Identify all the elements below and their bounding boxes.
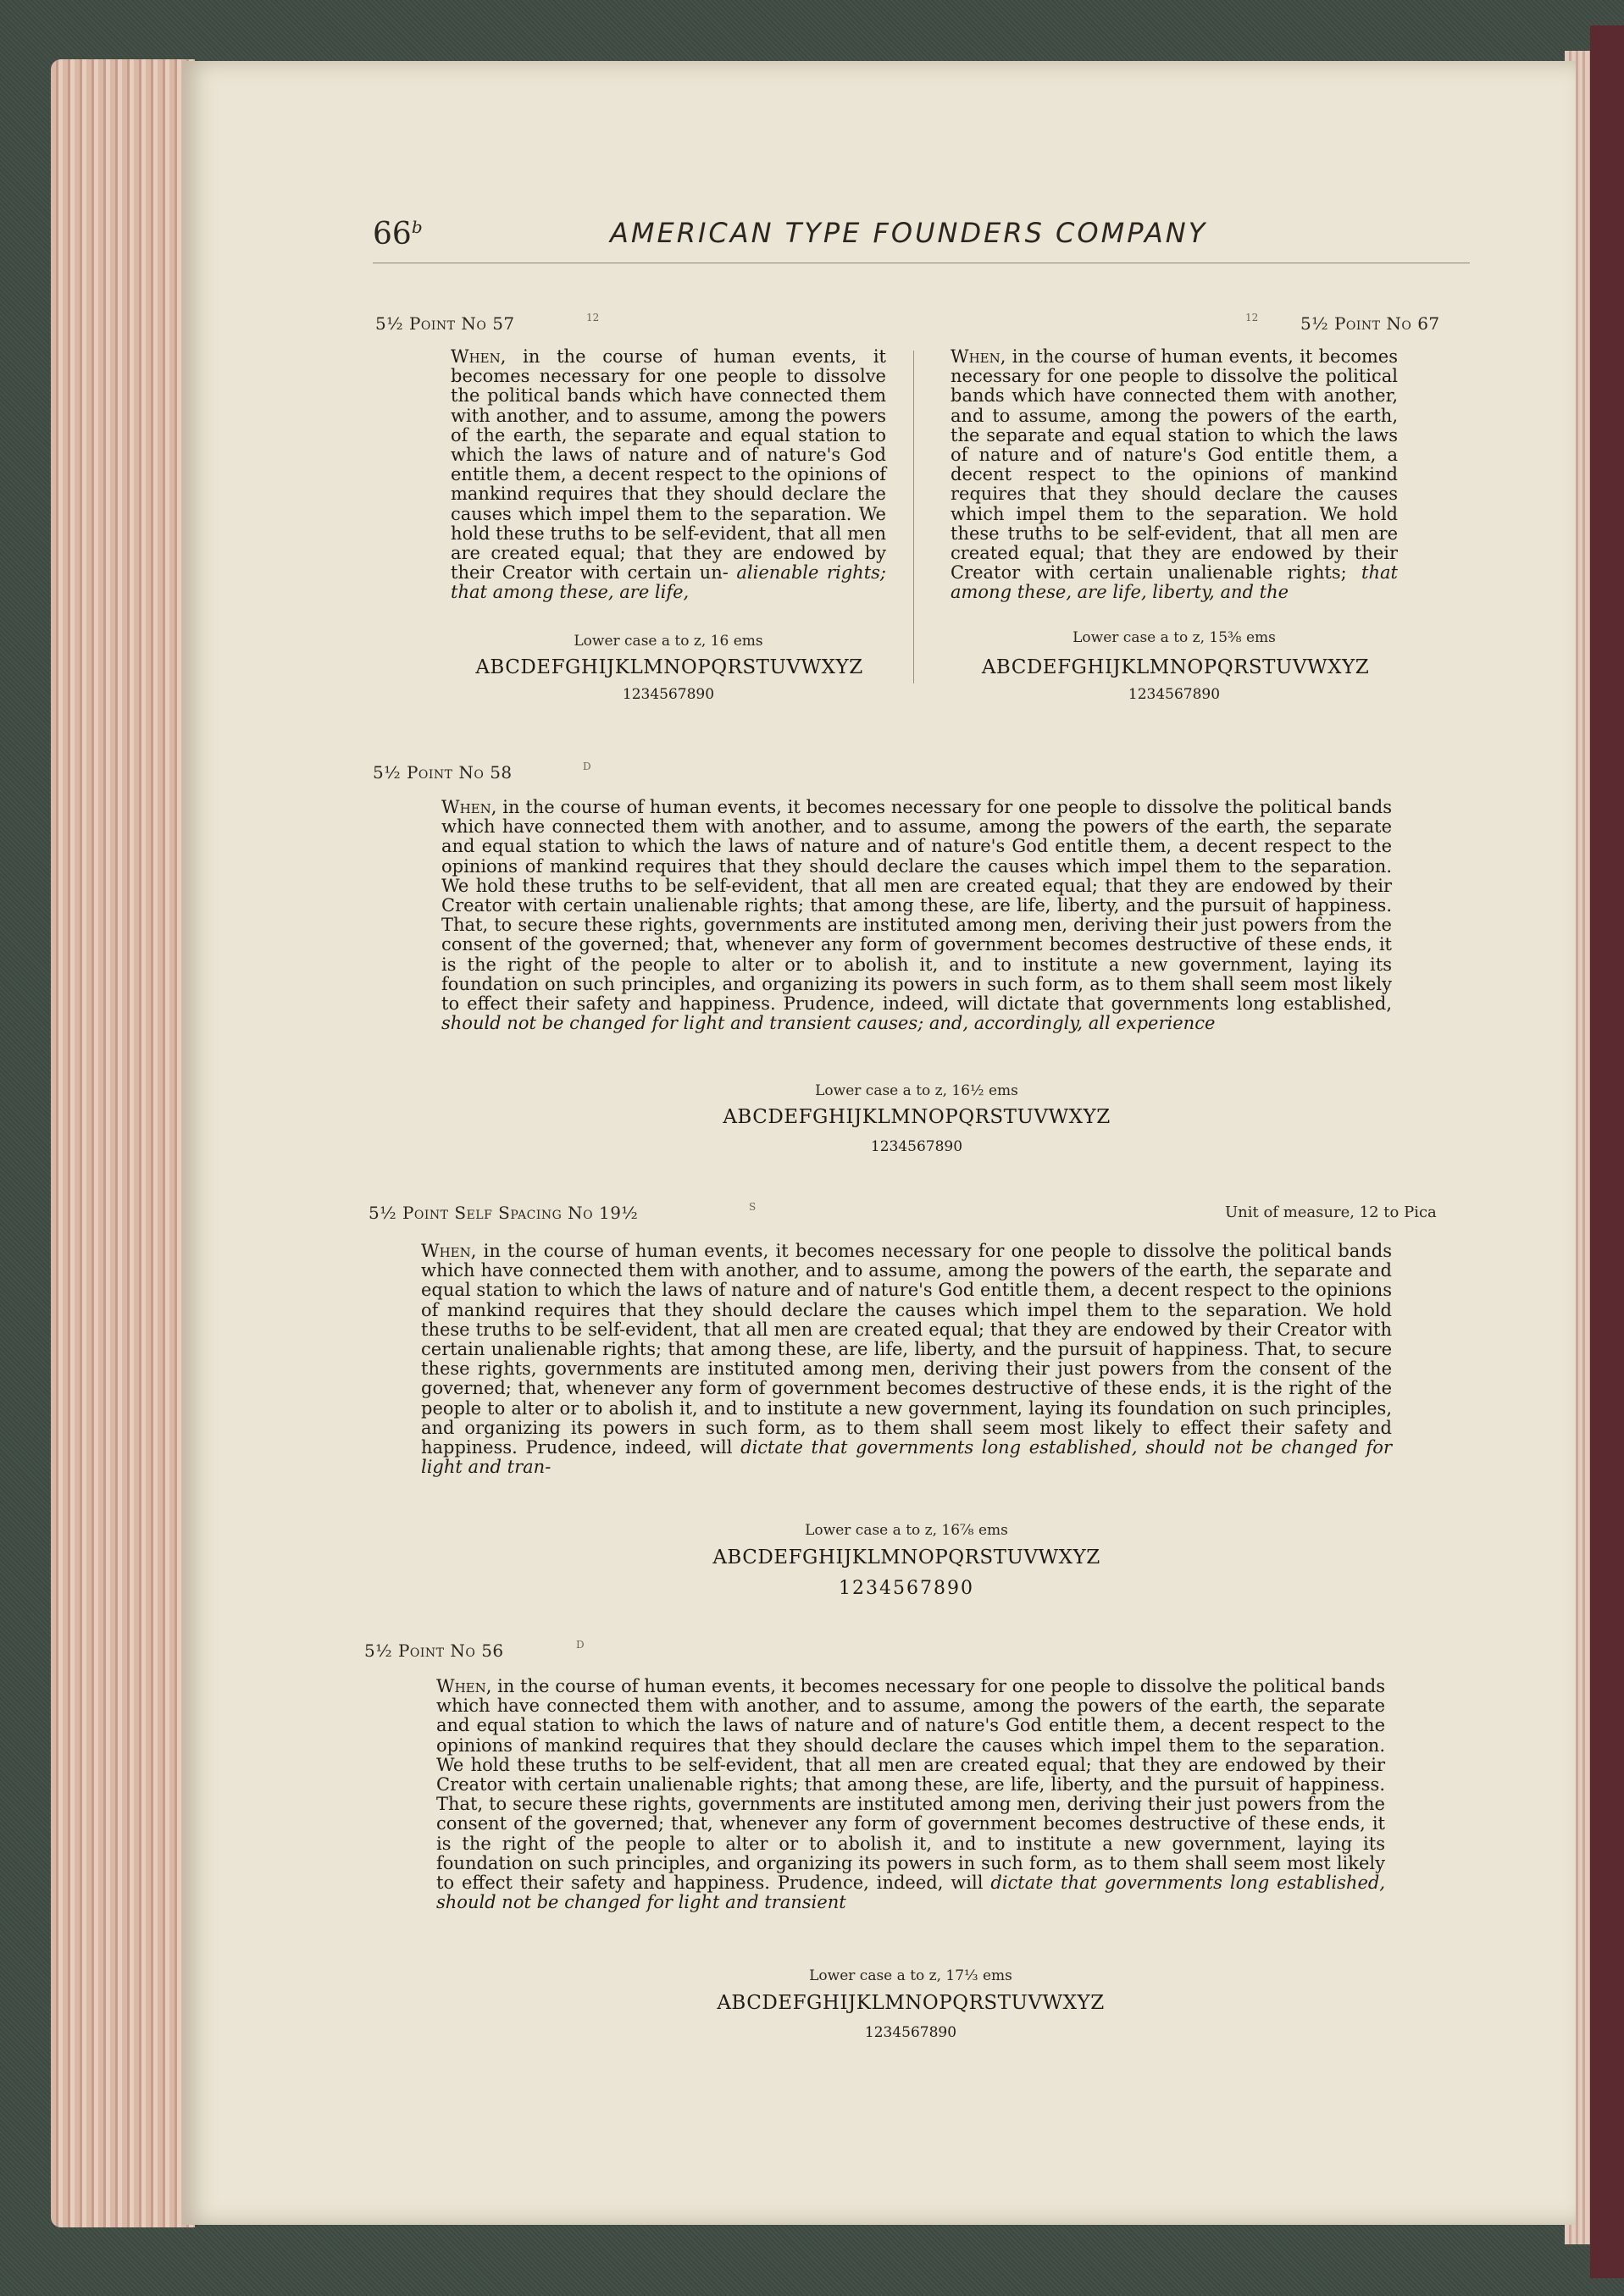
specimen-57-lowercase: Lower case a to z, 16 ems [574, 633, 763, 650]
specimen-57-label: 5½ Point No 57 [375, 313, 515, 334]
specimen-58-mark: D [583, 761, 591, 772]
page-header-title: AMERICAN TYPE FOUNDERS COMPANY [610, 217, 1208, 249]
specimen-67-mark: 12 [1245, 312, 1259, 324]
specimen-57-figures: 1234567890 [622, 686, 715, 703]
specimen-56-lowercase: Lower case a to z, 17⅓ ems [809, 1967, 1012, 1984]
book-spine [1590, 25, 1624, 2278]
specimen-58-figures: 1234567890 [870, 1138, 963, 1155]
specimen-19-alphabet: ABCDEFGHIJKLMNOPQRSTUVWXYZ [712, 1546, 1100, 1568]
specimen-67-label: 5½ Point No 67 [1300, 313, 1440, 334]
specimen-67-figures: 1234567890 [1128, 686, 1221, 703]
running-head [373, 217, 1474, 268]
specimen-67-alphabet: ABCDEFGHIJKLMNOPQRSTUVWXYZ [981, 656, 1370, 678]
specimen-56-figures: 1234567890 [864, 2024, 957, 2041]
specimen-19-label: 5½ Point Self Spacing No 19½ [369, 1203, 639, 1223]
specimen-57-text: When, in the course of human events, it becomes necessary for one people to dissolve the political bands which have connected them with another, and to assume, among the powers of the earth, the separate and equal station to which the laws of nature and of nature's God entitle them, a decent respect to the opinions of mankind requires that they should declare the causes which impel them to the separation. We hold these truths to be self-evident, that all men are created equal; that they are endowed by their Creator with certain un- alienable rights; that among these, are life, [451, 346, 886, 603]
specimen-56-text: When, in the course of human events, it becomes necessary for one people to dissolve the political bands which have connected them with another, and to assume, among the powers of the earth, the separate and equal station to which the laws of nature and of nature's God entitle them, a decent respect to the opinions of mankind requires that they should declare the causes which impel them to the separation. We hold these truths to be self-evident, that all men are created equal; that they are endowed by their Creator with certain unalienable rights; that among these, are life, liberty, and the pursuit of happiness. That, to secure these rights, governments are instituted among men, deriving their just powers from the consent of the governed; that, whenever any form of government becomes destructive of these ends, it is the right of the people to alter or to abolish it, and to institute a new government, laying its foundation on such principles, and organizing its powers in such form, as to them shall seem most likely to effect their safety and happiness. Prudence, indeed, will dictate that governments long established, should not be changed for light and transient [436, 1676, 1385, 1913]
specimen-56-alphabet: ABCDEFGHIJKLMNOPQRSTUVWXYZ [717, 1992, 1105, 2014]
specimen-19-figures: 1234567890 [839, 1578, 974, 1599]
page-number: 66$^b$ [373, 217, 423, 252]
specimen-67-lowercase: Lower case a to z, 15⅜ ems [1073, 629, 1276, 646]
specimen-56-label: 5½ Point No 56 [364, 1640, 504, 1661]
specimen-57-mark: 12 [586, 312, 600, 324]
specimen-57-alphabet: ABCDEFGHIJKLMNOPQRSTUVWXYZ [475, 656, 863, 678]
specimen-19-mark: S [749, 1201, 757, 1213]
unit-of-measure-note: Unit of measure, 12 to Pica [1225, 1203, 1437, 1221]
specimen-19-lowercase: Lower case a to z, 16⅞ ems [805, 1522, 1008, 1539]
column-divider [913, 351, 914, 683]
specimen-56-mark: D [576, 1639, 585, 1651]
specimen-19-text: When, in the course of human events, it becomes necessary for one people to dissolve the political bands which have connected them with another, and to assume, among the powers of the earth, the separate and equal station to which the laws of nature and of nature's God entitle them, a decent respect to the opinions of mankind requires that they should declare the causes which impel them to the separation. We hold these truths to be self-evident, that all men are created equal; that they are endowed by their Creator with certain unalienable rights; that among these, are life, liberty, and the pursuit of happiness. That, to secure these rights, governments are instituted among men, deriving their just powers from the consent of the governed; that, whenever any form of government becomes destructive of these ends, it is the right of the people to alter or to abolish it, and to institute a new government, laying its foundation on such principles, and organizing its powers in such form, as to them shall seem most likely to effect their safety and happiness. Prudence, indeed, will dictate that governments long established, should not be changed for light and tran- [421, 1241, 1392, 1478]
specimen-58-lowercase: Lower case a to z, 16½ ems [815, 1082, 1018, 1099]
specimen-67-text: When, in the course of human events, it becomes necessary for one people to dissolve the political bands which have connected them with another, and to assume, among the powers of the earth, the separate and equal station to which the laws of nature and of nature's God entitle them, a decent respect to the opinions of mankind requires that they should declare the causes which impel them to the separation. We hold these truths to be self-evident, that all men are created equal; that they are endowed by their Creator with certain unalienable rights; that among these, are life, liberty, and the [951, 346, 1398, 603]
page-edges-left [51, 59, 195, 2227]
specimen-58-text: When, in the course of human events, it becomes necessary for one people to dissolve the political bands which have connected them with another, and to assume, among the powers of the earth, the separate and equal station to which the laws of nature and of nature's God entitle them, a decent respect to the opinions of mankind requires that they should declare the causes which impel them to the separation. We hold these truths to be self-evident, that all men are created equal; that they are endowed by their Creator with certain unalienable rights; that among these, are life, liberty, and the pursuit of happiness. That, to secure these rights, governments are instituted among men, deriving their just powers from the consent of the governed; that, whenever any form of government becomes destructive of these ends, it is the right of the people to alter or to abolish it, and to institute a new government, laying its foundation on such principles, and organizing its powers in such form, as to them shall seem most likely to effect their safety and happiness. Prudence, indeed, will dictate that governments long established, should not be changed for light and transient causes; and, accordingly, all experience [441, 797, 1392, 1034]
specimen-58-alphabet: ABCDEFGHIJKLMNOPQRSTUVWXYZ [723, 1106, 1111, 1128]
specimen-58-label: 5½ Point No 58 [373, 762, 513, 783]
